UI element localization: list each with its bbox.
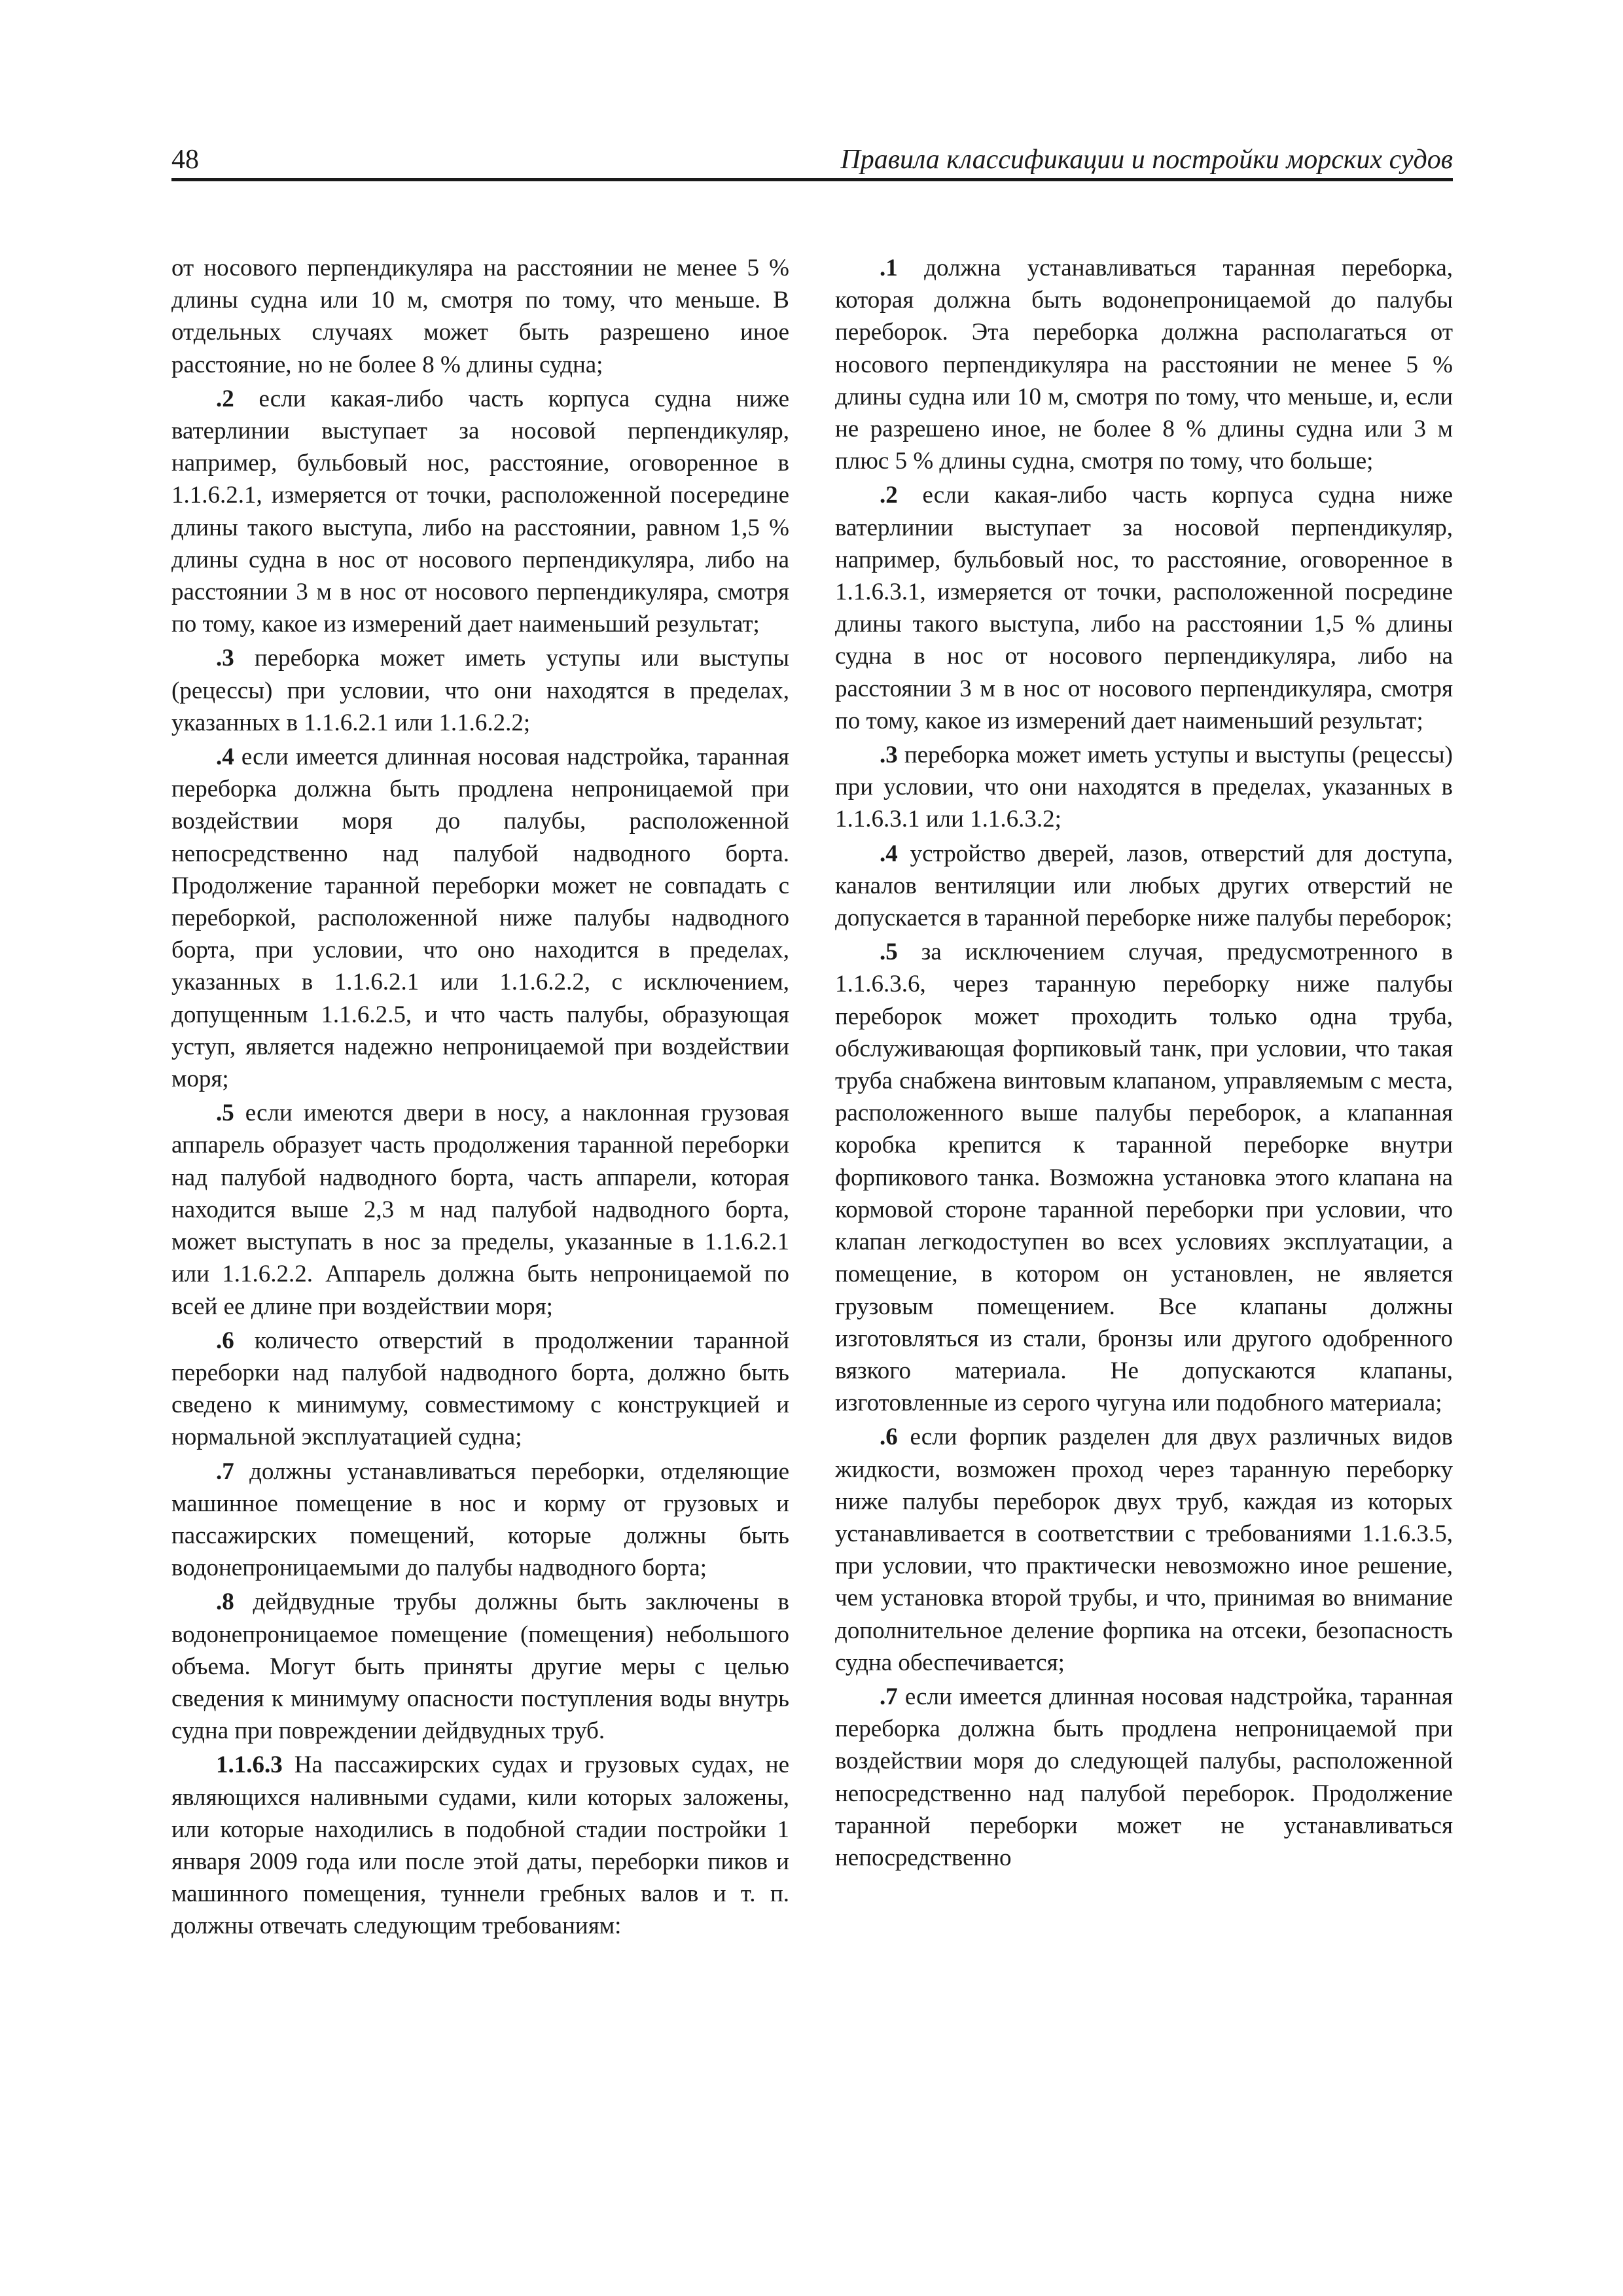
paragraph-text: если какая-либо часть корпуса судна ниже ватерлинии выступает за носовой перпендикуляр, например, бульбовый нос, расстояние, оговоренное в 1.1.6.2.1, измеряется от точки, расположенной посередине длины такого выступа, либо на расстоянии, равном 1,5 % длины судна в нос от носового перпендикуляра, либо на расстоянии 3 м в нос от носового перпендикуляра, смотря по тому, какое из измерений дает наименьший результат; (171, 385, 789, 638)
paragraph (171, 1456, 789, 1585)
page-number: 48 (171, 145, 199, 175)
paragraph-text: должна устанавливаться таранная переборка, которая должна быть водонепроницаемой до палубы переборок. Эта переборка должна располагаться от носового перпендикуляра на расстоянии не менее 5 % длины судна или 10 м, смотря по тому, что меньше, и, если не разрешено иное, не более 8 % длины судна или 3 м плюс 5 % длины судна, смотря по тому, что больше; (835, 255, 1453, 475)
item-marker: .6 (216, 1327, 234, 1354)
item-marker: .1 (880, 255, 898, 281)
item-marker: .8 (216, 1588, 234, 1616)
item-marker: .4 (880, 840, 898, 867)
right-column (835, 252, 1453, 1876)
item-marker: .5 (880, 939, 898, 966)
paragraph-text: количесто отверстий в продолжении таранной переборки над палубой надводного борта, должно быть сведено к минимуму, совместимому с конструкцией и нормальной эксплуатацией судна; (171, 1327, 789, 1451)
paragraph (171, 383, 789, 641)
running-title: Правила классификации и постройки морских судов (840, 145, 1453, 175)
item-marker: .3 (880, 742, 898, 769)
item-marker: .7 (880, 1683, 898, 1710)
paragraph-text: дейдвудные трубы должны быть заключены в водонепроницаемое помещение (помещения) небольшого объема. Могут быть приняты другие меры с целью сведения к минимуму опасности поступления воды внутрь судна при повреждении дейдвудных труб. (171, 1588, 789, 1745)
item-marker: .7 (216, 1458, 234, 1485)
paragraph (171, 1586, 789, 1747)
item-marker: 1.1.6.3 (216, 1751, 283, 1779)
paragraph-text: должны устанавливаться переборки, отделяющие машинное помещение в нос и корму от грузовых и пассажирских помещений, которые должны быть водонепроницаемыми до палубы надводного борта; (171, 1458, 789, 1582)
paragraph-text: если какая-либо часть корпуса судна ниже ватерлинии выступает за носовой перпендикуляр, например, бульбовый нос, то расстояние, оговоренное в 1.1.6.3.1, измеряется от точки, расположенной посредине длины такого выступа, либо на расстоянии 1,5 % длины судна в нос от носового перпендикуляра, либо на расстоянии 3 м в нос от носового перпендикуляра, смотря по тому, какое из измерений дает наименьший результат; (835, 482, 1453, 734)
paragraph (835, 252, 1453, 477)
item-marker: .4 (216, 744, 234, 771)
item-marker: .2 (880, 482, 898, 509)
paragraph-text: если имеются двери в носу, а наклонная грузовая аппарель образует часть продолжения таранной переборки над палубой надводного борта, часть аппарели, которая находится выше 2,3 м над палубой надводного борта, может выступать в нос за пределы, указанные в 1.1.6.2.1 или 1.1.6.2.2. Аппарель должна быть непроницаемой по всей ее длине при воздействии моря; (171, 1100, 789, 1320)
paragraph (835, 838, 1453, 935)
paragraph-text: устройство дверей, лазов, отверстий для доступа, каналов вентиляции или любых других отверстий не допускается в таранной переборке ниже палубы переборок; (835, 840, 1453, 932)
paragraph (835, 936, 1453, 1419)
paragraph (171, 1325, 789, 1454)
item-marker: .6 (880, 1424, 898, 1451)
paragraph (835, 739, 1453, 836)
paragraph-text: переборка может иметь уступы и выступы (рецессы) при условии, что они находятся в пределах, указанных в 1.1.6.3.1 или 1.1.6.3.2; (835, 742, 1453, 833)
item-marker: .3 (216, 645, 234, 672)
paragraph (171, 1097, 789, 1322)
item-marker: .2 (216, 385, 234, 412)
paragraph (171, 252, 789, 381)
paragraph-text: если форпик разделен для двух различных видов жидкости, возможен проход через таранную переборку ниже палубы переборок двух труб, каждая из которых устанавливается в соответствии с требованиями 1.1.6.3.5, при условии, что практически невозможно иное решение, чем установка второй трубы, и что, принимая во внимание дополнительное деление форпика на отсеки, безопасность судна обеспечивается; (835, 1424, 1453, 1676)
item-marker: .5 (216, 1100, 234, 1127)
paragraph (835, 1681, 1453, 1874)
paragraph-text: если имеется длинная носовая надстройка, таранная переборка должна быть продлена непроницаемой при воздействии моря до палубы, расположенной непосредственно над палубой надводного борта. Продолжение таранной переборки может не совпадать с переборкой, расположенной ниже палубы надводного борта, при условии, что оно находится в пределах, указанных в 1.1.6.2.1 или 1.1.6.2.2, с исключением, допущенным 1.1.6.2.5, и что часть палубы, образующая уступ, является надежно непроницаемой при воздействии моря; (171, 744, 789, 1093)
paragraph-text: переборка может иметь уступы или выступы (рецессы) при условии, что они находятся в пределах, указанных в 1.1.6.2.1 или 1.1.6.2.2; (171, 645, 789, 736)
paragraph (171, 1749, 789, 1942)
page-header (171, 143, 1453, 181)
paragraph (171, 642, 789, 739)
paragraph-text: На пассажирских судах и грузовых судах, не являющихся наливными судами, кили которых заложены, или которые находились в подобной стадии постройки 1 января 2009 года или после этой даты, переборки пиков и машинного помещения, туннели гребных валов и т. п. должны отвечать следующим требованиям: (171, 1751, 789, 1940)
left-column (171, 252, 789, 1945)
paragraph (835, 1421, 1453, 1679)
paragraph (835, 479, 1453, 737)
paragraph-text: за исключением случая, предусмотренного в 1.1.6.3.6, через таранную переборку ниже палубы переборок может проходить только одна труба, обслуживающая форпиковый танк, при условии, что такая труба снабжена винтовым клапаном, управляемым с места, расположенного выше палубы переборок, а клапанная коробка крепится к таранной переборке внутри форпикового танка. Возможна установка этого клапана на кормовой стороне таранной переборки при условии, что клапан легкодоступен во всех условиях эксплуатации, а помещение, в котором он установлен, не является грузовым помещением. Все клапаны должны изготовляться из стали, бронзы или другого одобренного вязкого материала. Не допускаются клапаны, изготовленные из серого чугуна или подобного материала; (835, 939, 1453, 1417)
paragraph-text: от носового перпендикуляра на расстоянии не менее 5 % длины судна или 10 м, смотря по тому, что меньше. В отдельных случаях может быть разрешено иное расстояние, но не более 8 % длины судна; (171, 255, 789, 378)
paragraph (171, 741, 789, 1095)
paragraph-text: если имеется длинная носовая надстройка, таранная переборка должна быть продлена непроницаемой при воздействии моря до следующей палубы, расположенной непосредственно над палубой переборок. Продолжение таранной переборки может не устанавливаться непосредственно (835, 1683, 1453, 1871)
